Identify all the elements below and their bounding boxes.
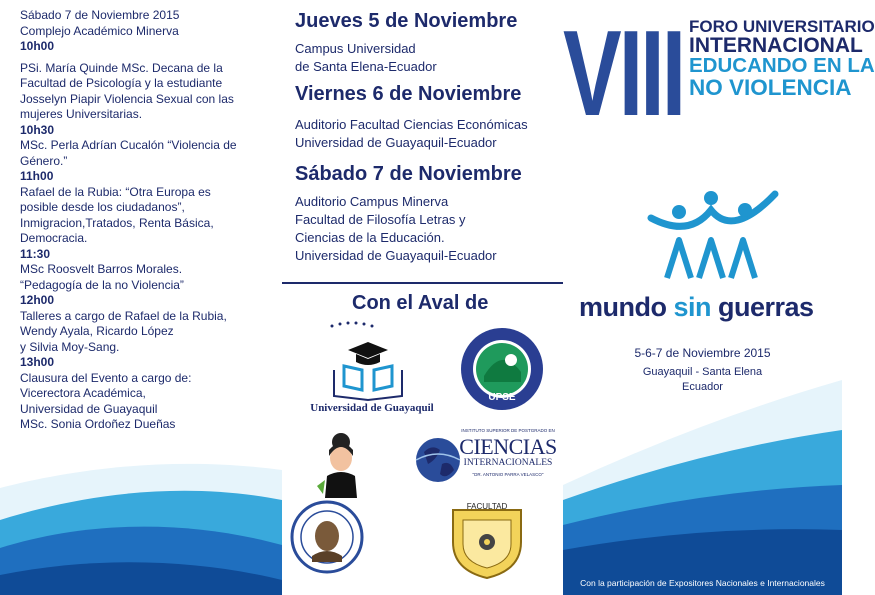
- schedule-panel: [0, 0, 282, 595]
- talk-text: y Silvia Moy-Sang.: [20, 339, 120, 354]
- schedule-venue: Complejo Académico Minerva: [20, 23, 179, 38]
- institute-name: CIENCIAS: [459, 434, 557, 459]
- title-line: FORO UNIVERSITARIO: [689, 17, 875, 36]
- logo-caption: Universidad de Guayaquil: [310, 402, 434, 414]
- venue-line: de Santa Elena-Ecuador: [295, 59, 437, 74]
- ciencias-internacionales-logo: [414, 428, 559, 494]
- economics-shield-icon: [447, 500, 527, 580]
- venue-line: Campus Universidad: [295, 41, 416, 56]
- globe-icon: [414, 430, 462, 490]
- day-venue: [295, 193, 497, 265]
- title-line: EDUCANDO EN LA: [689, 54, 875, 77]
- medical-faculty-seal: [290, 500, 364, 574]
- location-line: Ecuador: [682, 381, 723, 393]
- time-label: 13h00: [20, 355, 55, 369]
- talk-text: MSc Roosvelt Barros Morales.: [20, 262, 183, 276]
- medical-seal-icon: [290, 500, 364, 574]
- talk-text: mujeres Universitarias.: [20, 107, 143, 121]
- event-dates: 5-6-7 de Noviembre 2015: [634, 346, 771, 360]
- title-line: NO VIOLENCIA: [689, 74, 852, 100]
- venue-line: Universidad de Guayaquil-Ecuador: [295, 135, 497, 150]
- graduation-cap-icon: [292, 320, 452, 400]
- schedule-date: Sábado 7 de Noviembre 2015: [20, 8, 180, 22]
- venues-panel: [282, 0, 563, 595]
- talk-text: Inmigracion,Tratados, Renta Básica,: [20, 215, 214, 230]
- upse-logo: [459, 326, 545, 412]
- talk-text: MSc. Perla Adrían Cucalón “Violencia de: [20, 138, 237, 152]
- venue-line: Facultad de Filosofía Letras y: [295, 212, 466, 227]
- talk-text: Rafael de la Rubia: “Otra Europa es: [20, 184, 211, 199]
- day-heading: Jueves 5 de Noviembre: [295, 10, 518, 32]
- time-label: 12h00: [20, 293, 55, 307]
- time-label: 10h00: [20, 39, 55, 53]
- talk-text: Vicerectora Académica,: [20, 386, 146, 400]
- talk-text: Democracia.: [20, 231, 88, 245]
- time-label: 10h30: [20, 122, 55, 137]
- event-location: [563, 365, 842, 395]
- talk-text: “Pedagogía de la no Violencia”: [20, 277, 184, 292]
- faculty-label: FACULTAD: [466, 502, 508, 511]
- venue-line: Auditorio Facultad Ciencias Económicas: [295, 117, 528, 132]
- divider: [282, 282, 563, 284]
- footer-note: Con la participación de Expositores Nacionales e Internacionales: [580, 578, 825, 588]
- talk-text: Clausura del Evento a cargo de:: [20, 370, 192, 385]
- economics-faculty-crest: [447, 500, 527, 580]
- time-label: 11:30: [20, 246, 51, 261]
- institute-subtitle: "DR. ANTONIO PARRA VELASCO": [472, 472, 544, 477]
- talk-text: posible desde los ciudadanos”,: [20, 200, 185, 214]
- venue-line: Auditorio Campus Minerva: [295, 194, 449, 209]
- forum-title: [689, 18, 875, 99]
- endorsement-title: Con el Aval de: [352, 292, 489, 314]
- brand-name: mundo sin guerras: [579, 292, 814, 322]
- institute-caption: INSTITUTO SUPERIOR DE POSTGRADO EN: [461, 428, 555, 433]
- talk-text: Género.”: [20, 153, 68, 168]
- cover-panel: [563, 0, 875, 595]
- day-heading: Sábado 7 de Noviembre: [295, 163, 522, 185]
- venue-line: Ciencias de la Educación.: [295, 230, 445, 245]
- location-line: Guayaquil - Santa Elena: [642, 366, 763, 378]
- guayaquil-university-logo: [292, 320, 452, 415]
- people-icon: [649, 188, 779, 288]
- brand-highlight: sin: [673, 292, 711, 322]
- talk-text: Wendy Ayala, Ricardo López: [20, 324, 174, 338]
- title-line: INTERNACIONAL: [689, 34, 863, 57]
- day-venue: [295, 40, 437, 76]
- venue-line: Universidad de Guayaquil-Ecuador: [295, 248, 497, 263]
- day-venue: [295, 116, 528, 152]
- edition-number: VIII: [563, 5, 684, 141]
- talk-text: PSi. María Quinde MSc. Decana de la: [20, 60, 223, 75]
- talk-text: Facultad de Psicología y la estudiante: [20, 76, 223, 90]
- day-heading: Viernes 6 de Noviembre: [295, 83, 522, 105]
- talk-text: Josselyn Piapir Violencia Sexual con las: [20, 91, 234, 106]
- time-label: 11h00: [20, 169, 54, 183]
- talk-text: Talleres a cargo de Rafael de la Rubia,: [20, 308, 227, 323]
- institute-name-2: INTERNACIONALES: [463, 458, 553, 468]
- schedule-list: [20, 8, 276, 433]
- woman-silhouette-logo: [317, 428, 365, 498]
- talk-text: MSc. Sonia Ordoñez Dueñas: [20, 417, 176, 431]
- talk-text: Universidad de Guayaquil: [20, 401, 158, 416]
- upse-seal-icon: [459, 326, 545, 412]
- woman-face-icon: [317, 428, 365, 498]
- upse-short-label: UPSE: [488, 392, 516, 403]
